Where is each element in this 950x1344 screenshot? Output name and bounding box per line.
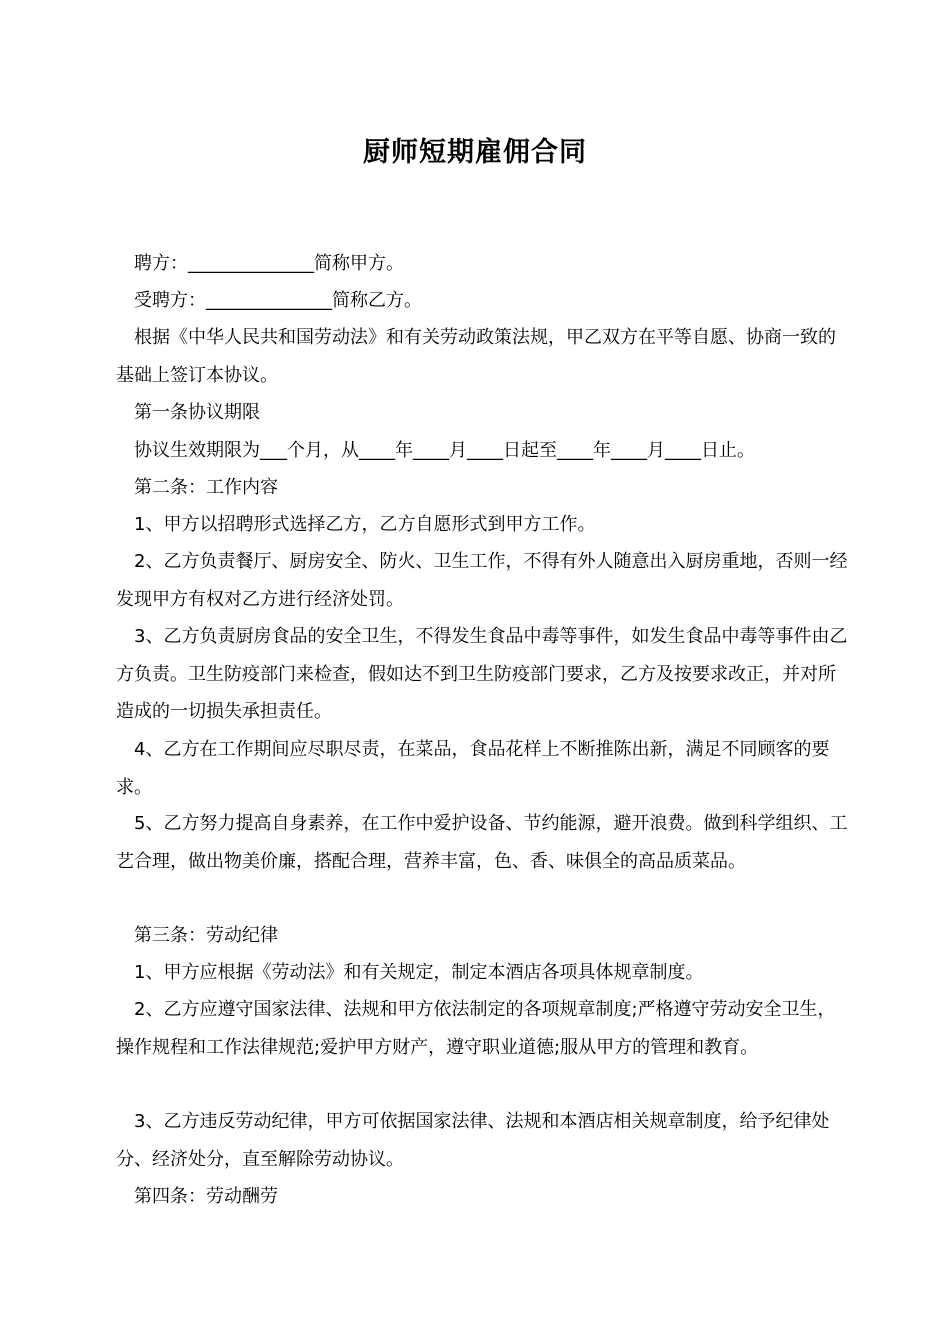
work-item-1: 1、甲方以招聘形式选择乙方，乙方自愿形式到甲方工作。	[134, 514, 596, 535]
discipline-item-3: 3、乙方违反劳动纪律，甲方可依据国家法律、法规和本酒店相关规章制度，给予纪律处分、经济处分，直至解除劳动协议。	[116, 1111, 830, 1170]
party-a-line: 聘方：______________简称甲方。	[134, 253, 404, 274]
party-b-line: 受聘方：______________简称乙方。	[134, 290, 422, 311]
article-2-heading: 第二条：工作内容	[134, 477, 278, 498]
article-1-heading: 第一条协议期限	[134, 402, 260, 423]
article-3-heading: 第三条：劳动纪律	[134, 925, 278, 946]
work-item-2: 2、乙方负责餐厅、厨房安全、防火、卫生工作，不得有外人随意出入厨房重地，否则一经发现甲方有权对乙方进行经济处罚。	[116, 551, 848, 610]
discipline-item-2: 2、乙方应遵守国家法律、法规和甲方依法制定的各项规章制度;严格遵守劳动安全卫生，操作规程和工作法律规范;爱护甲方财产，遵守职业道德;服从甲方的管理和教育。	[116, 999, 836, 1058]
work-item-3: 3、乙方负责厨房食品的安全卫生，不得发生食品中毒等事件，如发生食品中毒等事件由乙方负责。卫生防疫部门来检查，假如达不到卫生防疫部门要求，乙方及按要求改正，并对所造成的一切损失承担责任。	[116, 626, 848, 722]
term-clause: 协议生效期限为___个月，从____年____月____日起至____年____月____日止。	[134, 440, 755, 461]
article-4-heading: 第四条：劳动酬劳	[134, 1186, 278, 1207]
work-item-4: 4、乙方在工作期间应尽职尽责，在菜品，食品花样上不断推陈出新，满足不同顾客的要求。	[116, 739, 830, 798]
preamble-paragraph: 根据《中华人民共和国劳动法》和有关劳动政策法规，甲乙双方在平等自愿、协商一致的基础上签订本协议。	[116, 327, 836, 386]
discipline-item-1: 1、甲方应根据《劳动法》和有关规定，制定本酒店各项具体规章制度。	[134, 962, 704, 983]
document-title: 厨师短期雇佣合同	[363, 137, 587, 168]
work-item-5: 5、乙方努力提高自身素养，在工作中爱护设备、节约能源，避开浪费。做到科学组织、工艺合理，做出物美价廉，搭配合理，营养丰富，色、香、味俱全的高品质菜品。	[116, 813, 848, 872]
